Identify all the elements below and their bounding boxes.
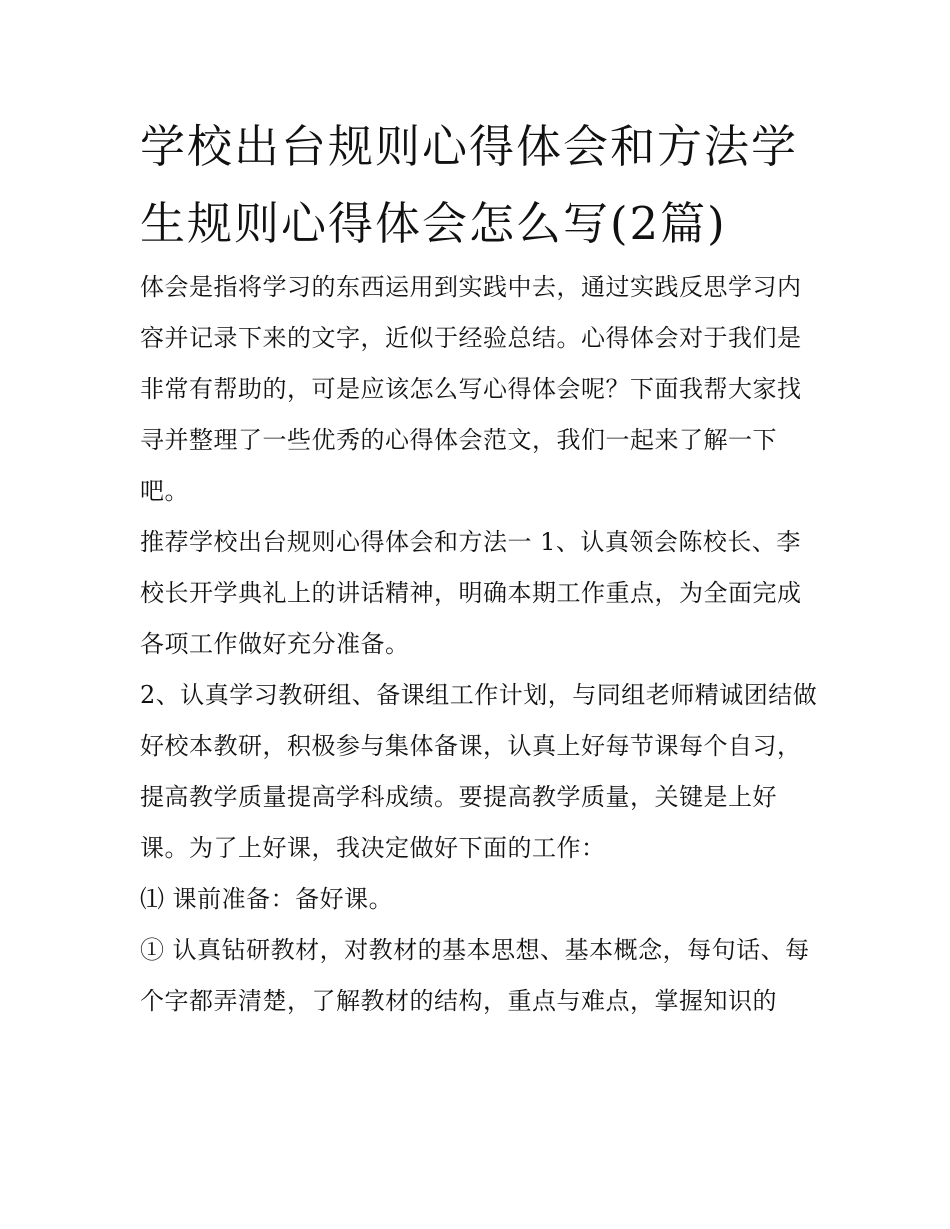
document-body (140, 262, 820, 1027)
document-page (140, 108, 820, 1027)
paragraph-intro: 体会是指将学习的东西运用到实践中去，通过实践反思学习内容并记录下来的文字，近似于经验总结。心得体会对于我们是非常有帮助的，可是应该怎么写心得体会呢？下面我帮大家找寻并整理了一些优秀的心得体会范文，我们一起来了解一下吧。 (140, 273, 802, 505)
paragraph-subheading: ⑴ 课前准备：备好课。 (140, 885, 394, 913)
document-title: 学校出台规则心得体会和方法学生规则心得体会怎么写(2篇) (140, 120, 799, 250)
paragraph-item-1: 推荐学校出台规则心得体会和方法一 1、认真领会陈校长、李校长开学典礼上的讲话精神，明确本期工作重点，为全面完成各项工作做好充分准备。 (140, 528, 802, 658)
paragraph-item-2: 2、认真学习教研组、备课组工作计划，与同组老师精诚团结做好校本教研，积极参与集体备课，认真上好每节课每个自习，提高教学质量提高学科成绩。要提高教学质量，关键是上好课。为了上好课，我决定做好下面的工作： (140, 681, 818, 862)
paragraph-point-1: ① 认真钻研教材，对教材的基本思想、基本概念，每句话、每个字都弄清楚，了解教材的结构，重点与难点，掌握知识的 (140, 936, 810, 1015)
